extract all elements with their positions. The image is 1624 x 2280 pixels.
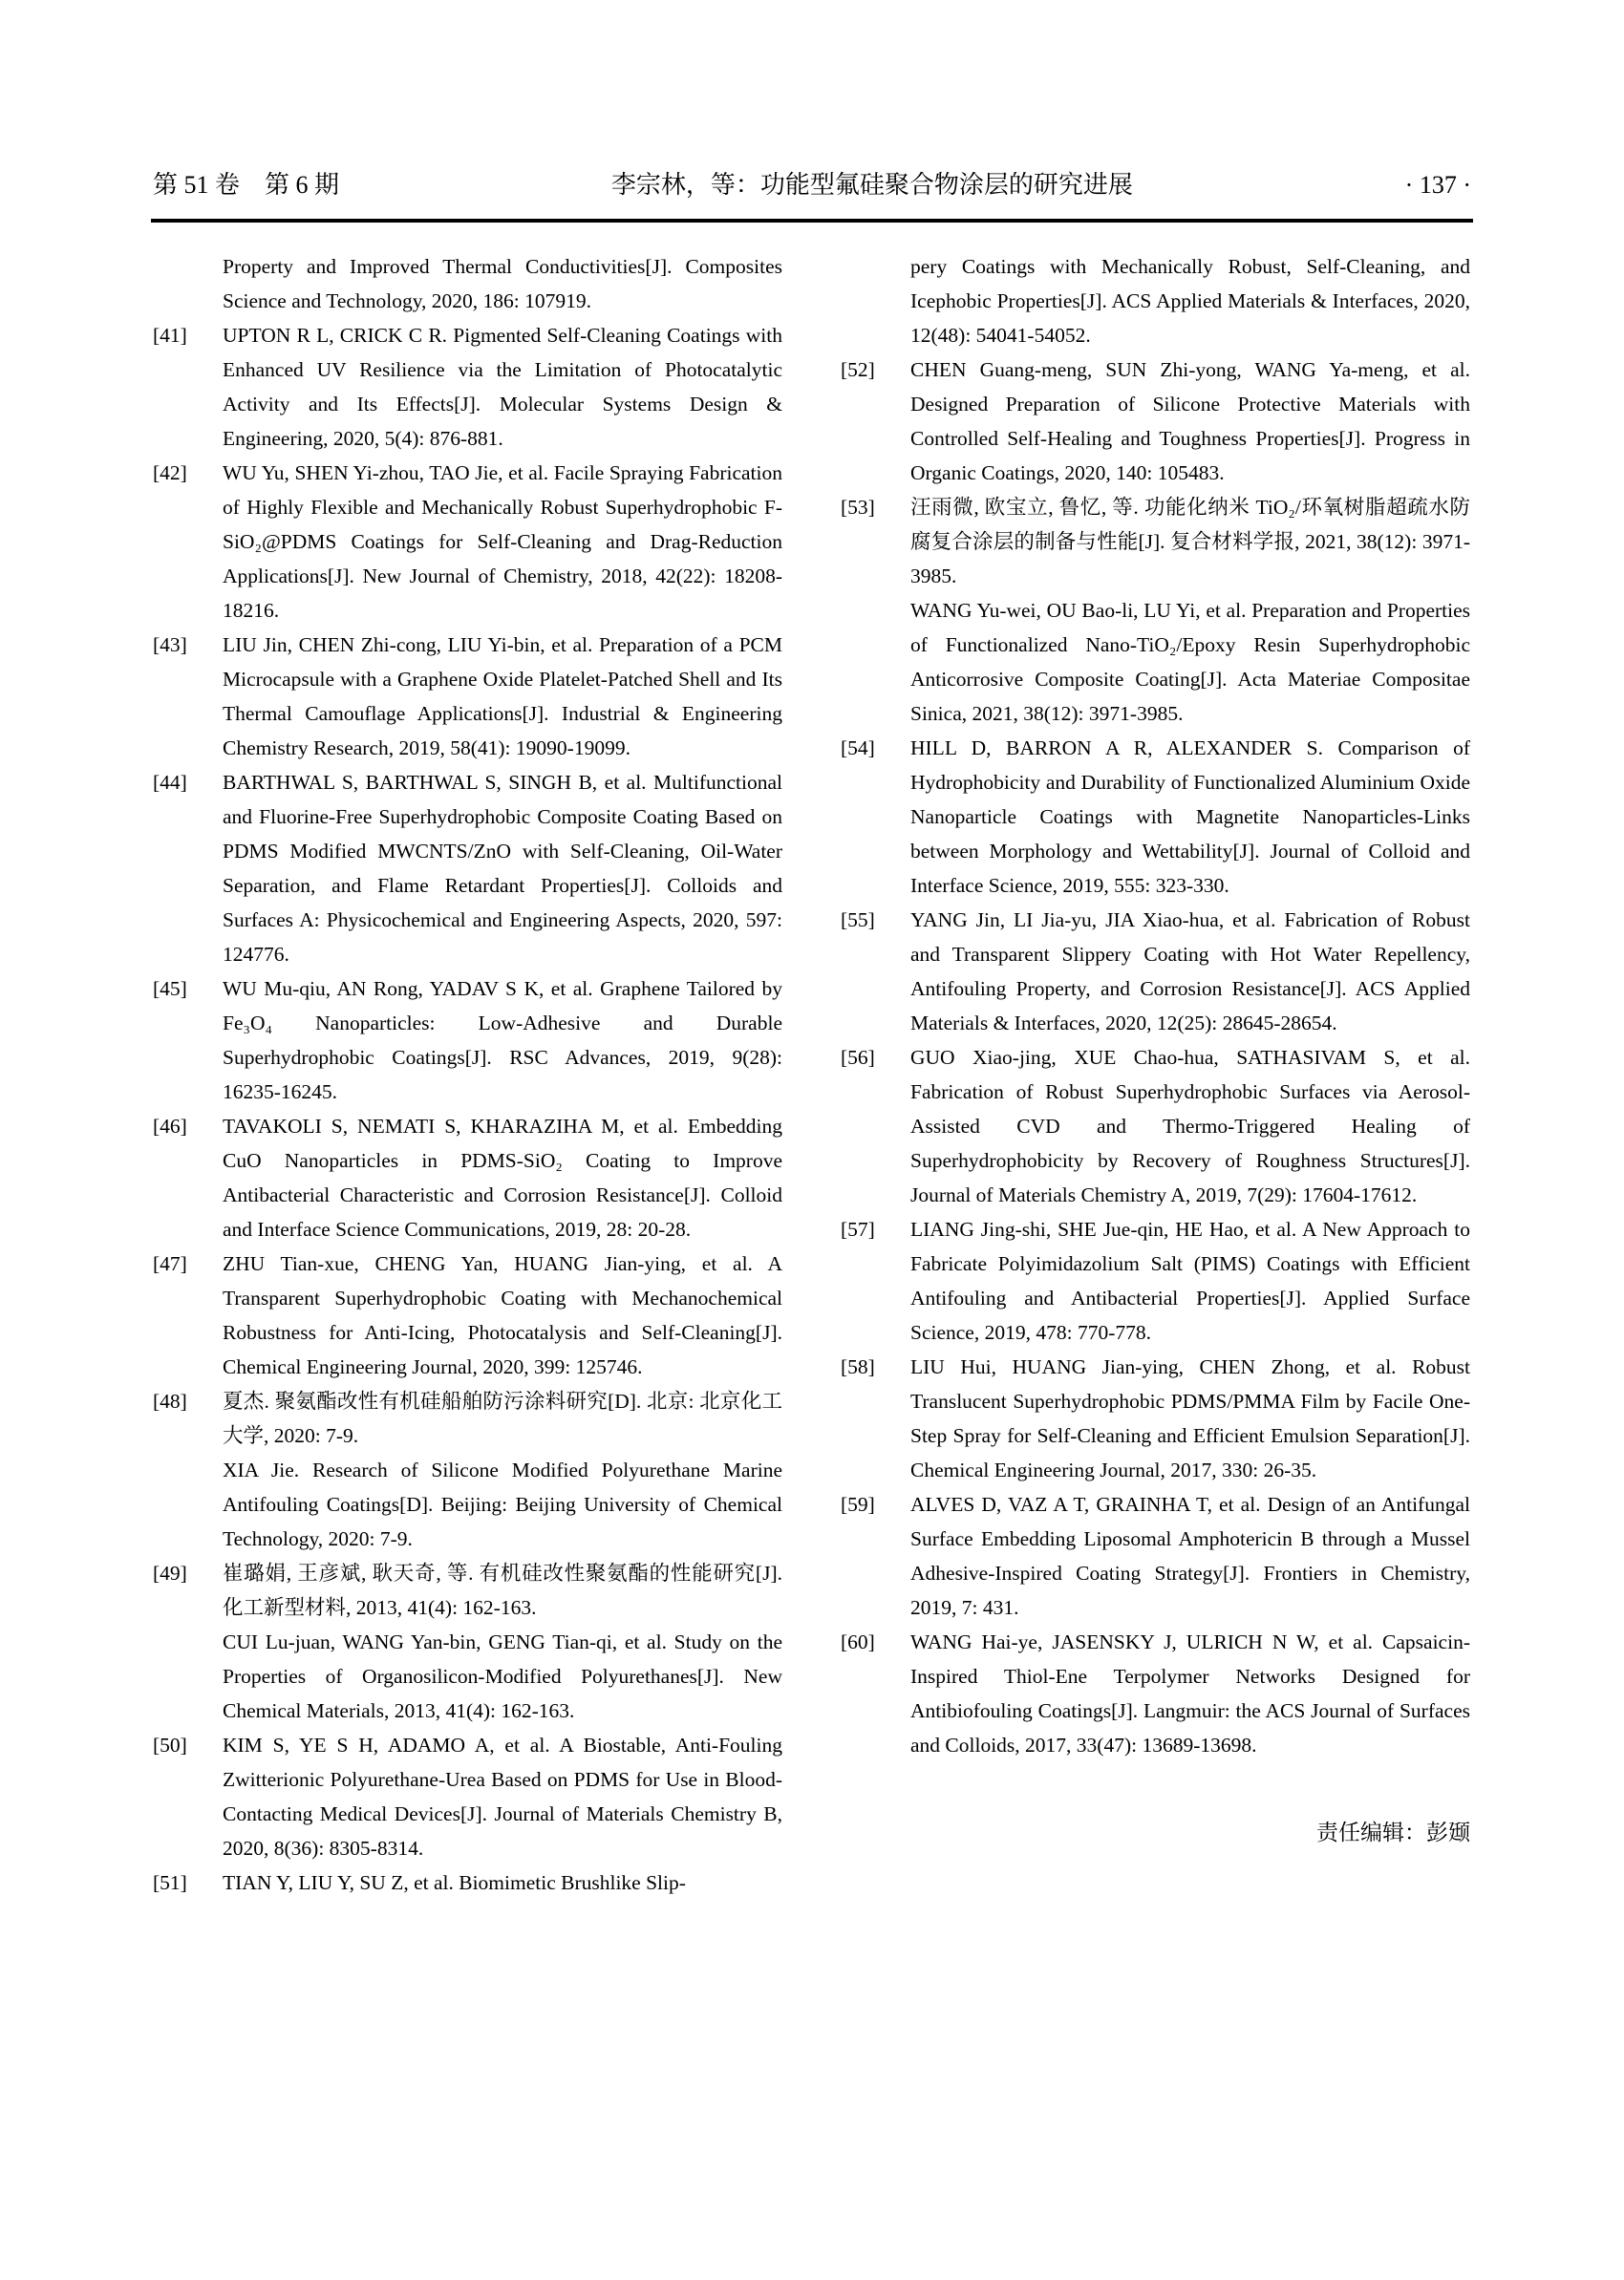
reference-text: LIANG Jing-shi, SHE Jue-qin, HE Hao, et al. A New Approach to Fabricate Polyimidazolium Salt (PIMS) Coatings with Efficient Antifouling and Antibacterial Properties[J]. Applied Surface Science, 2019, 478: 770-778. [910,1218,1470,1344]
reference-number: [49] [153,1562,187,1585]
reference-text: WANG Yu-wei, OU Bao-li, LU Yi, et al. Preparation and Properties of Functionalized Nano-TiO₂/Epoxy Resin Superhydrophobic Anticorrosive Composite Coating[J]. Acta Materiae Compositae Sinica, 2021, 38(12): 3971-3985. [910,599,1470,725]
reference-text: XIA Jie. Research of Silicone Modified Polyurethane Marine Antifouling Coatings[D]. Beijing: Beijing University of Chemical Technology, 2020: 7-9. [223,1459,782,1550]
reference-entry [841,1212,1470,1350]
reference-text: BARTHWAL S, BARTHWAL S, SINGH B, et al. Multifunctional and Fluorine-Free Superhydrophobic Composite Coating Based on PDMS Modified MWCNTS/ZnO with Self-Cleaning, Oil-Water Separation, and Flame Retardant Properties[J]. Colloids and Surfaces A: Physicochemical and Engineering Aspects, 2020, 597: 124776. [223,771,782,966]
reference-number: [58] [841,1355,875,1378]
reference-text: YANG Jin, LI Jia-yu, JIA Xiao-hua, et al. Fabrication of Robust and Transparent Slippery Coating with Hot Water Repellency, Antifouling Property, and Corrosion Resistance[J]. ACS Applied Materials & Interfaces, 2020, 12(25): 28645-28654. [910,908,1470,1034]
reference-text: ALVES D, VAZ A T, GRAINHA T, et al. Design of an Antifungal Surface Embedding Liposomal Amphotericin B through a Mussel Adhesive-Inspired Coating Strategy[J]. Frontiers in Chemistry, 2019, 7: 431. [910,1493,1470,1619]
reference-number: [46] [153,1115,187,1138]
reference-text: pery Coatings with Mechanically Robust, Self-Cleaning, and Icephobic Properties[J]. ACS Applied Materials & Interfaces, 2020, 12(48): 54041-54052. [910,255,1470,347]
reference-entry [841,903,1470,1040]
reference-entry [153,765,782,971]
reference-number: [42] [153,461,187,484]
reference-text: Property and Improved Thermal Conductivities[J]. Composites Science and Technology, 2020, 186: 107919. [223,255,782,312]
reference-entry [153,456,782,628]
reference-entry [153,1865,782,1900]
reference-number: [60] [841,1630,875,1653]
reference-entry [841,731,1470,903]
reference-number: [56] [841,1046,875,1069]
reference-number: [55] [841,908,875,931]
reference-text: ZHU Tian-xue, CHENG Yan, HUANG Jian-ying, et al. A Transparent Superhydrophobic Coating with Mechanochemical Robustness for Anti-Icing, Photocatalysis and Self-Cleaning[J]. Chemical Engineering Journal, 2020, 399: 125746. [223,1252,782,1378]
volume-issue: 第 51 卷 第 6 期 [153,171,340,199]
reference-number: [59] [841,1493,875,1516]
reference-entry [841,1487,1470,1625]
reference-text: KIM S, YE S H, ADAMO A, et al. A Biostable, Anti-Fouling Zwitterionic Polyurethane-Urea Based on PDMS for Use in Blood-Contacting Medical Devices[J]. Journal of Materials Chemistry B, 2020, 8(36): 8305-8314. [223,1734,782,1860]
reference-text: WANG Hai-ye, JASENSKY J, ULRICH N W, et al. Capsaicin-Inspired Thiol-Ene Terpolymer Networks Designed for Antibiofouling Coatings[J]. Langmuir: the ACS Journal of Surfaces and Colloids, 2017, 33(47): 13689-13698. [910,1630,1470,1757]
page-header [153,170,1471,201]
reference-text: WU Mu-qiu, AN Rong, YADAV S K, et al. Graphene Tailored by Fe₃O₄ Nanoparticles: Low-Adhesive and Durable Superhydrophobic Coatings[J]. RSC Advances, 2019, 9(28): 16235-16245. [223,977,782,1103]
running-title: 李宗林，等：功能型氟硅聚合物涂层的研究进展 [610,171,1133,199]
reference-entry [841,1040,1470,1212]
reference-entry [841,490,1470,731]
reference-number: [54] [841,736,875,759]
reference-entry [153,628,782,765]
reference-text: GUO Xiao-jing, XUE Chao-hua, SATHASIVAM S, et al. Fabrication of Robust Superhydrophobic Surfaces via Aerosol-Assisted CVD and Thermo-Triggered Healing of Superhydrophobicity by Recovery of Roughness Structures[J]. Journal of Materials Chemistry A, 2019, 7(29): 17604-17612. [910,1046,1470,1206]
page-number: · 137 · [1404,171,1471,199]
reference-entry [841,249,1470,352]
reference-text: TIAN Y, LIU Y, SU Z, et al. Biomimetic Brushlike Slip- [223,1871,686,1894]
reference-entry [153,249,782,318]
reference-entry [153,1384,782,1556]
reference-text: UPTON R L, CRICK C R. Pigmented Self-Cleaning Coatings with Enhanced UV Resilience via the Limitation of Photocatalytic Activity and Its Effects[J]. Molecular Systems Design & Engineering, 2020, 5(4): 876-881. [223,324,782,450]
reference-text: TAVAKOLI S, NEMATI S, KHARAZIHA M, et al. Embedding CuO Nanoparticles in PDMS-SiO₂ Coating to Improve Antibacterial Characteristic and Corrosion Resistance[J]. Colloid and Interface Science Communications, 2019, 28: 20-28. [223,1115,782,1241]
reference-number: [50] [153,1734,187,1757]
reference-text: 夏杰. 聚氨酯改性有机硅船舶防污涂料研究[D]. 北京: 北京化工大学, 2020: 7-9. [223,1390,782,1447]
reference-number: [53] [841,496,875,519]
reference-text: LIU Hui, HUANG Jian-ying, CHEN Zhong, et al. Robust Translucent Superhydrophobic PDMS/PMMA Film by Facile One-Step Spray for Self-Cleaning and Efficient Emulsion Separation[J]. Chemical Engineering Journal, 2017, 330: 26-35. [910,1355,1470,1481]
reference-text: 汪雨微, 欧宝立, 鲁忆, 等. 功能化纳米 TiO₂/环氧树脂超疏水防腐复合涂层的制备与性能[J]. 复合材料学报, 2021, 38(12): 3971-3985. [910,496,1470,587]
reference-text: HILL D, BARRON A R, ALEXANDER S. Comparison of Hydrophobicity and Durability of Functionalized Aluminium Oxide Nanoparticle Coatings with Magnetite Nanoparticles-Links between Morphology and Wettability[J]. Journal of Colloid and Interface Science, 2019, 555: 323-330. [910,736,1470,897]
reference-entry [153,1556,782,1728]
references-column-left [153,249,782,1900]
editor-credit: 责任编辑：彭颋 [1316,1821,1470,1844]
header-rule [151,219,1473,223]
reference-entry [153,971,782,1109]
references-column-right [841,249,1470,1850]
reference-number: [41] [153,324,187,347]
reference-entry [841,1625,1470,1762]
reference-number: [45] [153,977,187,1000]
reference-entry [841,352,1470,490]
reference-number: [52] [841,358,875,381]
reference-text: CUI Lu-juan, WANG Yan-bin, GENG Tian-qi, et al. Study on the Properties of Organosilicon-Modified Polyurethanes[J]. New Chemical Materials, 2013, 41(4): 162-163. [223,1630,782,1722]
reference-number: [57] [841,1218,875,1241]
reference-number: [48] [153,1390,187,1413]
reference-number: [44] [153,771,187,794]
reference-text: 崔璐娟, 王彦斌, 耿天奇, 等. 有机硅改性聚氨酯的性能研究[J]. 化工新型材料, 2013, 41(4): 162-163. [223,1562,782,1619]
reference-number: [47] [153,1252,187,1275]
reference-text: LIU Jin, CHEN Zhi-cong, LIU Yi-bin, et al. Preparation of a PCM Microcapsule with a Graphene Oxide Platelet-Patched Shell and Its Thermal Camouflage Applications[J]. Industrial & Engineering Chemistry Research, 2019, 58(41): 19090-19099. [223,633,782,759]
reference-number: [51] [153,1871,187,1894]
reference-text: WU Yu, SHEN Yi-zhou, TAO Jie, et al. Facile Spraying Fabrication of Highly Flexible and Mechanically Robust Superhydrophobic F-SiO₂@PDMS Coatings for Self-Cleaning and Drag-Reduction Applications[J]. New Journal of Chemistry, 2018, 42(22): 18208-18216. [223,461,782,622]
reference-entry [153,1247,782,1384]
reference-entry [841,1350,1470,1487]
reference-text: CHEN Guang-meng, SUN Zhi-yong, WANG Ya-meng, et al. Designed Preparation of Silicone Protective Materials with Controlled Self-Healing and Toughness Properties[J]. Progress in Organic Coatings, 2020, 140: 105483. [910,358,1470,484]
reference-entry [153,1109,782,1247]
reference-entry [153,1728,782,1865]
reference-entry [153,318,782,456]
reference-number: [43] [153,633,187,656]
